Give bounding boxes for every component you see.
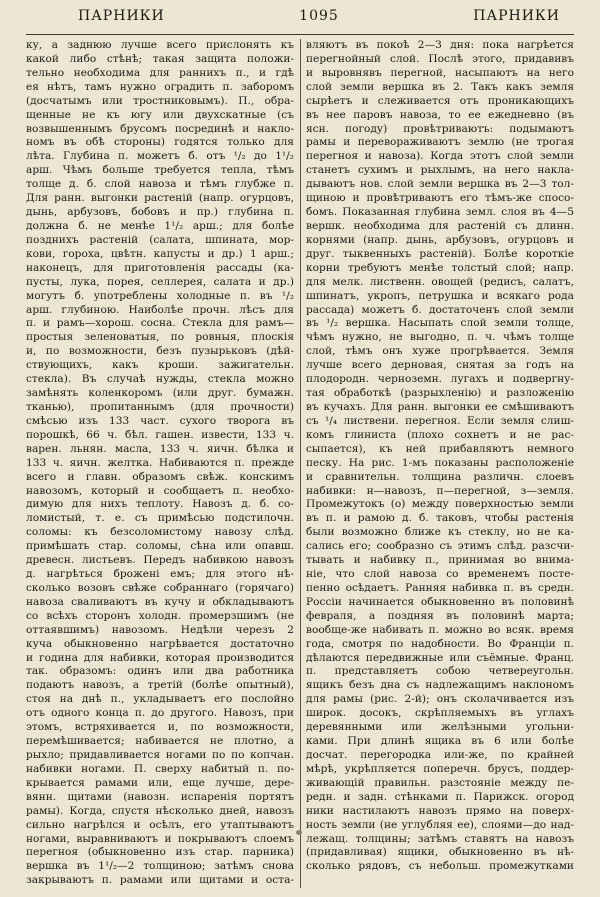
text-line: ногами, выравниваютъ и покрываютъ слоемъ: [26, 832, 294, 845]
text-line: тканью), пропитаннымъ (для прочности): [26, 400, 294, 413]
text-line: щенные не къ югу или двухскатные (съ: [26, 108, 294, 121]
text-line: и година для набивки, которая производится: [26, 651, 294, 664]
text-line: тельно необходима для раннихъ п., и гдѣ: [26, 66, 294, 79]
text-line: 133 ч. яичн. желтка. Набиваются п. прежде: [26, 456, 294, 469]
text-line: перегноя и навоза). Когда этотъ слой земли: [306, 150, 574, 163]
text-line: перемѣшивается; набивается не плотно, а: [26, 735, 294, 748]
text-line: сколько рядовъ, съ небольш. промежутками: [306, 860, 574, 873]
text-line: были возможно ближе къ стеклу, но не ка-: [306, 526, 574, 539]
text-line: ломистый, т. е. съ примѣсью подстилочн.: [26, 512, 294, 525]
text-line: закрываютъ п. рамами или щитами и оста-: [26, 874, 294, 887]
text-line: въ нее паровъ навоза, то ее ежедневно (въ: [306, 108, 574, 121]
text-line: сались его; сообразно съ этимъ слѣд. разсчи-: [306, 540, 574, 553]
text-line: какой либо стѣнѣ; такая защита положи-: [26, 52, 294, 65]
text-line: всего и главн. образомъ свѣж. конскимъ: [26, 470, 294, 483]
text-line: лучше всего дерновая, снятая за годъ на: [306, 359, 574, 372]
text-line: крывается рамами или, еще лучше, дере-: [26, 776, 294, 789]
text-line: слой земли вершка въ 2. Такъ какъ земля: [306, 80, 574, 93]
text-line: порошкѣ, 66 ч. бѣл. гашен. извести, 133 ч.: [26, 428, 294, 441]
text-line: сильно нагрѣлся и осѣлъ, его утаптываютъ: [26, 818, 294, 831]
text-line: замѣнять коленкоромъ (или друг. бумажн.: [26, 387, 294, 400]
text-line: должна б. не менѣе 1¹/₂ арш.; для болѣе: [26, 219, 294, 232]
text-line: примѣшать стар. соломы, сѣна или опавш.: [26, 540, 294, 553]
text-line: навозомъ, который и сообщаетъ п. необхо-: [26, 484, 294, 497]
text-line: вляютъ въ покоѣ 2—3 дня: пока нагрѣется: [306, 39, 574, 51]
text-line: ность земли (не углубляя ее), слоями—до над-: [306, 818, 574, 831]
text-line: вообще-же набивать п. можно во всяк. время: [306, 623, 574, 636]
text-line: п. и рамъ—хорош. сосна. Стекла для рамъ—: [26, 317, 294, 330]
text-line: дываютъ нов. слой земли вершка въ 2—3 тол-: [306, 178, 574, 191]
text-line: рассада) можетъ б. достаточенъ слой земли: [306, 303, 574, 316]
text-line: живающій правильн. разстояніе между пе-: [306, 776, 574, 789]
text-line: сырѣетъ и слеживается отъ проникающихъ: [306, 94, 574, 107]
column-divider: [300, 39, 301, 888]
text-line: оттаявшимъ) навозомъ. Недѣли черезъ 2: [26, 623, 294, 636]
text-line: ками. При длинѣ ящика въ 6 или болѣе: [306, 735, 574, 748]
text-line: лѣта. Глубина п. можетъ б. отъ ¹/₂ до 1¹/₂: [26, 150, 294, 163]
right-column: [306, 39, 574, 888]
text-line: слой, тѣмъ онъ хуже прогрѣвается. Земля: [306, 345, 574, 358]
text-line: древесн. листьевъ. Передъ набивкою навозъ: [26, 554, 294, 567]
text-line: арш. глубиною. Наиболѣе прочн. лѣсъ для: [26, 303, 294, 316]
text-line: и сравнительн. толщина различн. слоевъ: [306, 470, 574, 483]
text-line: ніе, что слой навоза со временемъ посте-: [306, 568, 574, 581]
text-line: арш. Чѣмъ больше требуется тепла, тѣмъ: [26, 164, 294, 177]
text-line: для рамы (рис. 2-й); онъ сколачивается изъ: [306, 693, 574, 706]
text-line: ники настилаютъ навозъ прямо на поверх-: [306, 804, 574, 817]
text-line: песку. На рис. 1-мъ показаны расположеніе: [306, 456, 574, 469]
text-line: широк. досокъ, скрѣпляемыхъ въ углахъ: [306, 707, 574, 720]
text-line: подаютъ навозъ, а третій (болѣе опытный),: [26, 679, 294, 692]
text-line: года, смотря по надобности. Во Франціи п.: [306, 637, 574, 650]
text-line: ея нѣтъ, тамъ нужно оградить п. заборомъ: [26, 80, 294, 93]
text-line: пенно осѣдаетъ. Ранняя набивка п. въ средн.: [306, 581, 574, 594]
text-line: чѣмъ нужно, не выгодно, п. ч. чѣмъ толще: [306, 331, 574, 344]
text-line: возвышеннымъ брусомъ посрединѣ и накло-: [26, 122, 294, 135]
text-line: тая обработкѣ (разрыхленію) и разложенію: [306, 387, 574, 400]
text-line: вянн. щитами (навозн. испаренія портятъ: [26, 790, 294, 803]
text-line: рыхло; придавливается ногами по по копчан.: [26, 749, 294, 762]
text-line: редн. и задн. стѣнками п. Парижск. огород: [306, 790, 574, 803]
text-line: рамы). Когда, спустя нѣсколько дней, навозъ: [26, 804, 294, 817]
text-line: (досчатымъ или тростниковымъ). П., обра-: [26, 94, 294, 107]
running-head-left: ПАРНИКИ: [78, 8, 165, 24]
text-line: и выровнявъ перегной, насыпаютъ на него: [306, 66, 574, 79]
text-line: набивки: н—навозъ, п—перегной, з—земля.: [306, 484, 574, 497]
text-line: стекла). Въ случаѣ нужды, стекла можно: [26, 373, 294, 386]
text-line: въ п. и рамою д. б. таковъ, чтобы растенія: [306, 512, 574, 525]
text-line: так. образомъ: одинъ или два работника: [26, 665, 294, 678]
text-line: стоя на днѣ п., укладываетъ его послойно: [26, 693, 294, 706]
text-line: бомъ. Показанная глубина земл. слоя въ 4—5: [306, 206, 574, 219]
text-line: въ кучахъ. Для ранн. выгонки ее смѣшиваютъ: [306, 400, 574, 413]
ornament-dot: [296, 830, 302, 835]
text-line: набивки ногами. П. сверху набитый п. по-: [26, 762, 294, 775]
text-line: досчат. перегородка или-же, по крайней: [306, 749, 574, 762]
text-line: станетъ сухимъ и рыхлымъ, на него накла-: [306, 164, 574, 177]
page-number: 1095: [299, 8, 339, 24]
text-line: мѣрѣ, укрѣпляется поперечн. брусъ, поддер-: [306, 762, 574, 775]
text-line: куча обыкновенно нагрѣвается достаточно: [26, 637, 294, 650]
text-line: щиною и провѣтриваютъ его тѣмъ-же спосо-: [306, 192, 574, 205]
text-line: тывать и набивку п., принимая во внима-: [306, 554, 574, 567]
text-line: плодородн. черноземн. лугахъ и подвергну-: [306, 373, 574, 386]
text-line: варен. льнян. масла, 133 ч. яичн. бѣлка и: [26, 442, 294, 455]
text-line: для мелк. лиственн. овощей (редисъ, салатъ,: [306, 275, 574, 288]
text-line: перегнойный слой. Послѣ этого, придавивъ: [306, 52, 574, 65]
text-line: корнями (напр. дынь, арбузовъ, огурцовъ и: [306, 233, 574, 246]
text-line: номъ въ обѣ стороны) годятся только для: [26, 136, 294, 149]
text-line: ку, а заднюю лучше всего прислонять къ: [26, 39, 294, 51]
text-line: Россіи начинается обыкновенно въ половинѣ: [306, 595, 574, 608]
text-line: д. нагрѣться брожені емъ; для этого нѣ-: [26, 568, 294, 581]
text-line: друг. тыквенныхъ растеній). Болѣе короткіе: [306, 247, 574, 260]
text-line: сыпается), къ ней прибавляютъ немного: [306, 442, 574, 455]
text-line: смѣсью изъ 133 част. сухого творога въ: [26, 414, 294, 427]
text-line: корни требуютъ менѣе толстый слой; напр.: [306, 261, 574, 274]
text-line: перегноя (обыкновенно изъ стар. парника): [26, 846, 294, 859]
text-line: вершк. необходима для растеній съ длинн.: [306, 219, 574, 232]
text-line: кови, гороха, цвѣтн. капусты и др.) 1 арш.;: [26, 247, 294, 260]
text-line: въ ¹/₂ вершка. Насыпать слой земли толще,: [306, 317, 574, 330]
text-line: деревянными или желѣзными угольни-: [306, 721, 574, 734]
text-line: навоза сваливаютъ въ кучу и обкладываютъ: [26, 595, 294, 608]
text-line: позднихъ растеній (салата, шпината, мор-: [26, 233, 294, 246]
running-head-right: ПАРНИКИ: [473, 8, 560, 24]
text-line: ясн. погоду) провѣтриваютъ: подымаютъ: [306, 122, 574, 135]
text-line: комъ глиниста (плохо сохнетъ и не рас-: [306, 428, 574, 441]
text-line: отъ одного конца п. до другого. Навозъ, при: [26, 707, 294, 720]
text-line: пусты, лука, порея, селлерея, салата и др.): [26, 275, 294, 288]
text-line: могутъ б. употреблены холодные п. въ ¹/₂: [26, 289, 294, 302]
text-line: дѣлаются передвижные или съёмные. Франц.: [306, 651, 574, 664]
text-line: Промежутокъ (о) между поверхностью земли: [306, 498, 574, 511]
text-line: димую для нихъ теплоту. Навозъ д. б. со-: [26, 498, 294, 511]
text-line: Для ранн. выгонки растеній (напр. огурцовъ,: [26, 192, 294, 205]
text-line: ящикъ безъ дна съ надлежащимъ наклономъ: [306, 679, 574, 692]
text-line: вершка въ 1¹/₂—2 толщиною; затѣмъ снова: [26, 860, 294, 873]
page-header: [26, 8, 574, 30]
text-line: ствующихъ, какъ кроши. зажигательн.: [26, 359, 294, 372]
text-line: сколько возовъ свѣже собраннаго (горячаго): [26, 581, 294, 594]
text-line: со всѣхъ сторонъ холодн. промерзшимъ (не: [26, 609, 294, 622]
text-line: съ ¹/₄ листвени. перегноя. Если земля слиш-: [306, 414, 574, 427]
text-line: лежащ. толщины; затѣмъ ставятъ на навозъ: [306, 832, 574, 845]
left-column: [26, 39, 294, 888]
text-columns: [26, 39, 574, 888]
text-line: дынь, арбузовъ, бобовъ и пр.) глубина п.: [26, 206, 294, 219]
text-line: рамы и перевораживаютъ землю (не трогая: [306, 136, 574, 149]
text-line: (придавливая) ящики, обыкновенно въ нѣ-: [306, 846, 574, 859]
text-line: этомъ, встряхивается и, по возможности,: [26, 721, 294, 734]
text-line: шпинатъ, укропъ, петрушка и всякаго рода: [306, 289, 574, 302]
text-line: и, по возможности, безъ пузырьковъ (дѣй-: [26, 345, 294, 358]
text-line: п. представляетъ собою четвереугольн.: [306, 665, 574, 678]
text-line: соломы: къ безсоломистому навозу слѣд.: [26, 526, 294, 539]
text-line: наконецъ, для приготовленія рассады (ка-: [26, 261, 294, 274]
text-line: февраля, а поздняя въ половинѣ марта;: [306, 609, 574, 622]
text-line: простыя зеленоватыя, по ровныя, плоскія: [26, 331, 294, 344]
header-rule: [26, 34, 574, 35]
text-line: толще д. б. слой навоза и тѣмъ глубже п.: [26, 178, 294, 191]
